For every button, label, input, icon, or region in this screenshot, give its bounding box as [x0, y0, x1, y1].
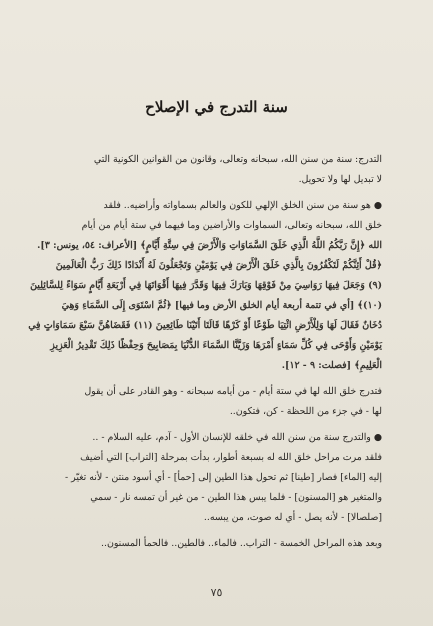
paragraph-creation	[28, 196, 382, 376]
text-line: فتدرج خلق الله لها في ستة أيام - من أيامه سبحانه - وهو القادر على أن يقول	[84, 386, 382, 397]
text-line: التدرج: سنة من سنن الله، سبحانه وتعالى، وقانون من القوانين الكونية التي	[93, 154, 382, 165]
text-line: إليه [الماء] فصار [طينا] ثم تحول هذا الطين إلى [حمأ] - أي أسود منتن - لأنه تغيّر -	[65, 472, 382, 483]
text-line: خلق الله، سبحانه وتعالى، السماوات والأراضين وما فيهما في ستة أيام من أيام	[81, 220, 382, 231]
quran-verse-line: يَوْمَيْنِ وَأَوْحَى فِي كُلِّ سَمَاءٍ أَمْرَهَا وَزَيَّنَّا السَّمَاءَ الدُّنْيَا بِمَصَابِيحَ وَحِفْظًا ذَلِكَ تَقْدِيرُ الْعَزِيزِ	[50, 340, 382, 351]
paragraph-stages	[52, 534, 382, 554]
quran-verse-line: (٩) وَجَعَلَ فِيهَا رَوَاسِيَ مِنْ فَوْقِهَا وَبَارَكَ فِيهَا وَقَدَّرَ فِيهَا أَقْوَاتَهَا فِي أَرْبَعَةِ أَيَّامٍ سَوَاءً لِلسَّائِلِينَ	[30, 280, 382, 291]
paragraph-gradual-creation	[52, 382, 382, 422]
quran-verse-line: ﴿قُلْ أَئِنَّكُمْ لَتَكْفُرُونَ بِالَّذِي خَلَقَ الْأَرْضَ فِي يَوْمَيْنِ وَتَجْعَلُونَ لَهُ أَنْدَادًا ذَلِكَ رَبُّ الْعَالَمِينَ	[55, 260, 382, 271]
text-line: لها - في جزء من اللحظة - كن، فتكون..	[229, 406, 382, 417]
text-line: ● والتدرج سنة من سنن الله في خلقه للإنسان الأول - آدم، عليه السلام - ..	[92, 432, 382, 443]
paragraph-adam	[52, 428, 382, 528]
page-number: ٧٥	[210, 586, 223, 599]
quran-verse-line: دُخَانٌ فَقَالَ لَهَا وَلِلْأَرْضِ ائْتِيَا طَوْعًا أَوْ كَرْهًا قَالَتَا أَتَيْنَا طَائِعِينَ (١١) فَقَضَاهُنَّ سَبْعَ سَمَاوَاتٍ فِي	[28, 320, 382, 331]
text-line: [صلصالا] - لأنه يصل - أي له صوت، من يبسه..	[203, 512, 382, 523]
paragraph-intro	[52, 150, 382, 190]
text-line: فلقد مرت مراحل خلق الله له بسبعة أطوار، بدأت بمرحلة [التراب] التي أضيف	[80, 452, 382, 463]
body-text	[28, 118, 382, 560]
text-line: ● هو سنة من سنن الخلق الإلهي للكون والعالم بسماواته وأراضيه.. فلقد	[103, 200, 382, 211]
text-line: لا تبديل لها ولا تحويل.	[298, 174, 382, 185]
quran-verse-line: الله ﴿إِنَّ رَبَّكُمُ اللَّهُ الَّذِي خَلَقَ السَّمَاوَاتِ وَالْأَرْضَ فِي سِتَّةِ أَيَّامٍ﴾ [الأعراف: ٥٤، يونس: ٣].	[37, 240, 382, 251]
quran-verse-line: (١٠)﴾ [أي في تتمة أربعة أيام الخلق الأرض وما فيها] ﴿ثُمَّ اسْتَوَى إِلَى السَّمَاءِ وَهِيَ	[61, 300, 382, 311]
text-line: والمتغير هو [المسنون] - فلما يبس هذا الطين - من غير أن تمسه نار - سمي	[90, 492, 382, 503]
quran-verse-line: الْعَلِيمِ﴾ [فصلت: ٩ - ١٢].	[281, 360, 382, 371]
text-line: وبعد هذه المراحل الخمسة - التراب.. فالماء.. فالطين.. فالحمأ المسنون..	[100, 538, 382, 549]
page-title: سنة التدرج في الإصلاح	[145, 98, 288, 116]
